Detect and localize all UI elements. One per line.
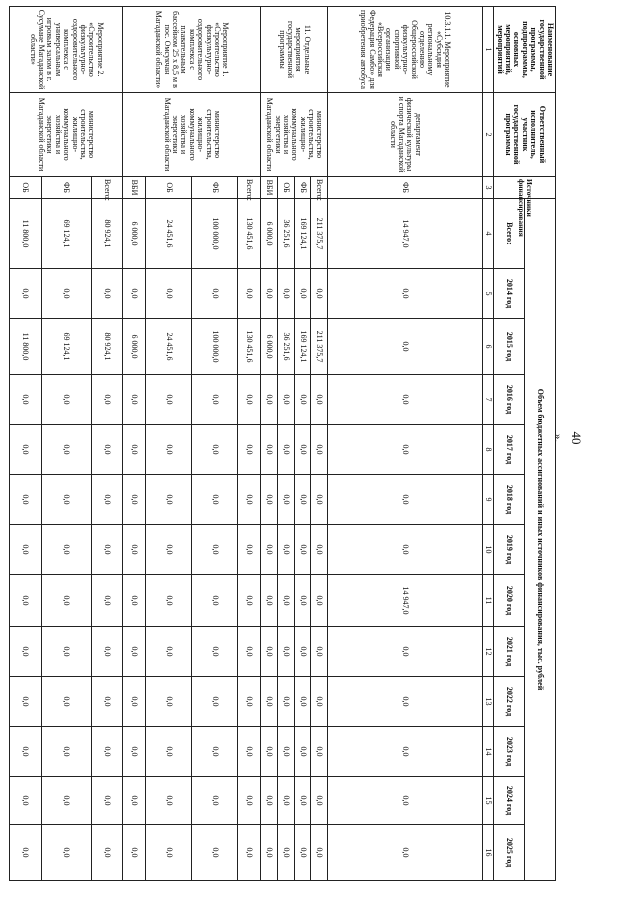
header-year: 2021 год [494, 627, 525, 677]
year-value-cell: 14 947,0 [328, 575, 483, 627]
year-value-cell: 0,0 [146, 269, 192, 319]
year-value-cell: 0,0 [328, 825, 483, 881]
column-number: 16 [482, 825, 493, 881]
source-cell: ФБ [328, 177, 483, 199]
source-cell: Всего: [238, 177, 261, 199]
year-value-cell: 0,0 [91, 475, 122, 525]
year-value-cell: 0,0 [311, 269, 328, 319]
total-cell: 6 000,0 [261, 199, 278, 269]
year-value-cell: 0,0 [311, 677, 328, 727]
source-cell: ОБ [146, 177, 192, 199]
year-value-cell: 0,0 [91, 825, 122, 881]
year-value-cell: 0,0 [41, 777, 91, 825]
year-value-cell: 0,0 [261, 525, 278, 575]
year-value-cell: 0,0 [311, 627, 328, 677]
column-number: 8 [482, 425, 493, 475]
year-value-cell: 6 000,0 [123, 319, 146, 375]
year-value-cell: 0,0 [311, 425, 328, 475]
year-value-cell: 0,0 [10, 627, 41, 677]
year-value-cell: 0,0 [10, 825, 41, 881]
source-cell: ВБИ [261, 177, 278, 199]
program-name: 10.3.1.1. Мероприятие «Субсидия региональному отделению Общероссийской физкультурно-спортивной организации «Всероссийская Федерация Самбо» для приобретения автобуса [328, 7, 483, 93]
year-value-cell: 0,0 [123, 677, 146, 727]
year-value-cell: 0,0 [328, 727, 483, 777]
total-cell: 11 800,0 [10, 199, 41, 269]
year-value-cell: 0,0 [91, 627, 122, 677]
executor-name: департамент физической культуры и спорта Магаданской области [328, 93, 483, 177]
header-year: 2018 год [494, 475, 525, 525]
year-value-cell: 0,0 [294, 575, 311, 627]
year-value-cell: 6 000,0 [261, 319, 278, 375]
year-value-cell: 0,0 [311, 727, 328, 777]
year-value-cell: 0,0 [91, 525, 122, 575]
year-value-cell: 0,0 [294, 727, 311, 777]
year-value-cell: 130 451,6 [238, 319, 261, 375]
header-row-1 [525, 7, 556, 881]
year-value-cell: 211 375,7 [311, 319, 328, 375]
year-value-cell: 0,0 [41, 375, 91, 425]
year-value-cell: 0,0 [123, 575, 146, 627]
year-value-cell: 0,0 [123, 777, 146, 825]
header-year: 2019 год [494, 525, 525, 575]
column-number: 13 [482, 677, 493, 727]
year-value-cell: 0,0 [311, 825, 328, 881]
year-value-cell: 0,0 [123, 727, 146, 777]
year-value-cell: 0,0 [238, 575, 261, 627]
header-year: 2014 год [494, 269, 525, 319]
year-value-cell: 0,0 [41, 825, 91, 881]
executor-name: министерство строительства, жилищно-коммунального хозяйства и энергетики Магаданской области [10, 93, 123, 177]
year-value-cell: 0,0 [192, 825, 238, 881]
year-value-cell: 0,0 [261, 269, 278, 319]
year-value-cell: 0,0 [277, 525, 294, 575]
year-value-cell: 0,0 [277, 375, 294, 425]
header-year: 2016 год [494, 375, 525, 425]
year-value-cell: 0,0 [123, 269, 146, 319]
year-value-cell: 0,0 [277, 269, 294, 319]
year-value-cell: 0,0 [41, 525, 91, 575]
year-value-cell: 0,0 [192, 475, 238, 525]
year-value-cell: 0,0 [123, 825, 146, 881]
year-value-cell: 36 251,6 [277, 319, 294, 375]
year-value-cell: 0,0 [261, 727, 278, 777]
column-number: 11 [482, 575, 493, 627]
total-cell: 24 451,6 [146, 199, 192, 269]
source-cell: Всего: [311, 177, 328, 199]
column-number: 4 [482, 199, 493, 269]
year-value-cell: 0,0 [294, 525, 311, 575]
year-value-cell: 0,0 [123, 627, 146, 677]
program-name: Мероприятие 2. «Строительство физкультурно-оздоровительного комплекса с универсальным игровым залом в г. Сусумане Магаданской области» [10, 7, 123, 93]
year-value-cell: 24 451,6 [146, 319, 192, 375]
year-value-cell: 0,0 [146, 677, 192, 727]
year-value-cell: 0,0 [277, 475, 294, 525]
year-value-cell: 0,0 [294, 627, 311, 677]
year-value-cell: 0,0 [294, 425, 311, 475]
table-row [328, 7, 483, 881]
year-value-cell: 0,0 [10, 269, 41, 319]
year-value-cell: 0,0 [41, 627, 91, 677]
year-value-cell: 0,0 [146, 425, 192, 475]
year-value-cell: 0,0 [91, 375, 122, 425]
year-value-cell: 100 000,0 [192, 319, 238, 375]
header-year: 2020 год [494, 575, 525, 627]
year-value-cell: 11 800,0 [10, 319, 41, 375]
column-number: 10 [482, 525, 493, 575]
year-value-cell: 0,0 [123, 525, 146, 575]
year-value-cell: 0,0 [238, 269, 261, 319]
total-cell: 69 124,1 [41, 199, 91, 269]
year-value-cell: 0,0 [192, 727, 238, 777]
year-value-cell: 0,0 [10, 727, 41, 777]
column-number: 6 [482, 319, 493, 375]
year-value-cell: 0,0 [294, 475, 311, 525]
column-number: 2 [482, 93, 493, 177]
year-value-cell: 0,0 [10, 575, 41, 627]
year-value-cell: 69 124,1 [41, 319, 91, 375]
year-value-cell: 0,0 [311, 575, 328, 627]
year-value-cell: 0,0 [91, 269, 122, 319]
year-value-cell: 0,0 [238, 677, 261, 727]
year-value-cell: 0,0 [192, 269, 238, 319]
table-row [311, 7, 328, 881]
column-number: 7 [482, 375, 493, 425]
year-value-cell: 0,0 [123, 375, 146, 425]
header-total: Всего: [494, 199, 525, 269]
year-value-cell: 0,0 [238, 727, 261, 777]
total-cell: 14 947,0 [328, 199, 483, 269]
source-cell: ОБ [277, 177, 294, 199]
year-value-cell: 0,0 [10, 375, 41, 425]
column-number: 14 [482, 727, 493, 777]
financing-table [9, 6, 556, 881]
year-value-cell: 0,0 [41, 425, 91, 475]
year-value-cell: 0,0 [311, 777, 328, 825]
year-value-cell: 0,0 [261, 425, 278, 475]
column-number: 9 [482, 475, 493, 525]
year-value-cell: 0,0 [91, 777, 122, 825]
executor-name: министерство строительства, жилищно-коммунального хозяйства и энергетики Магаданской области [261, 93, 328, 177]
column-number: 1 [482, 7, 493, 93]
year-value-cell: 0,0 [146, 475, 192, 525]
year-value-cell: 0,0 [328, 677, 483, 727]
column-number: 3 [482, 177, 493, 199]
year-value-cell: 0,0 [91, 425, 122, 475]
year-value-cell: 0,0 [146, 525, 192, 575]
total-cell: 6 000,0 [123, 199, 146, 269]
year-value-cell: 0,0 [277, 677, 294, 727]
year-value-cell: 0,0 [10, 425, 41, 475]
source-cell: ОБ [10, 177, 41, 199]
header-executor: Ответственный исполнитель, участник государственной программы [494, 93, 556, 177]
year-value-cell: 0,0 [10, 475, 41, 525]
program-name: 11. Отдельные мероприятия государственной программы [261, 7, 328, 93]
total-cell: 211 375,7 [311, 199, 328, 269]
year-value-cell: 0,0 [238, 777, 261, 825]
year-value-cell: 0,0 [192, 525, 238, 575]
year-value-cell: 0,0 [238, 825, 261, 881]
year-value-cell: 0,0 [277, 575, 294, 627]
header-year: 2015 год [494, 319, 525, 375]
year-value-cell: 0,0 [123, 475, 146, 525]
year-value-cell: 0,0 [238, 525, 261, 575]
year-value-cell: 0,0 [10, 677, 41, 727]
year-value-cell: 0,0 [294, 269, 311, 319]
year-value-cell: 0,0 [91, 677, 122, 727]
year-value-cell: 0,0 [277, 777, 294, 825]
year-value-cell: 0,0 [192, 425, 238, 475]
year-value-cell: 0,0 [277, 425, 294, 475]
source-cell: ФБ [41, 177, 91, 199]
header-year: 2023 год [494, 727, 525, 777]
year-value-cell: 0,0 [123, 425, 146, 475]
header-year: 2025 год [494, 825, 525, 881]
year-value-cell: 0,0 [294, 677, 311, 727]
source-cell: ВБИ [123, 177, 146, 199]
year-value-cell: 0,0 [328, 269, 483, 319]
year-value-cell: 0,0 [192, 677, 238, 727]
year-value-cell: 0,0 [41, 677, 91, 727]
year-value-cell: 80 924,1 [91, 319, 122, 375]
header-source: Источники финансирования [494, 177, 556, 199]
table-row [91, 7, 122, 881]
header-year: 2024 год [494, 777, 525, 825]
year-value-cell: 0,0 [277, 727, 294, 777]
closing-mark: ». [552, 433, 564, 443]
source-cell: ФБ [192, 177, 238, 199]
column-number-row [482, 7, 493, 881]
source-cell: Всего: [91, 177, 122, 199]
year-value-cell: 0,0 [238, 375, 261, 425]
total-cell: 130 451,6 [238, 199, 261, 269]
year-value-cell: 0,0 [261, 575, 278, 627]
column-number: 15 [482, 777, 493, 825]
total-cell: 100 000,0 [192, 199, 238, 269]
header-year: 2022 год [494, 677, 525, 727]
total-cell: 169 124,1 [294, 199, 311, 269]
year-value-cell: 0,0 [294, 777, 311, 825]
year-value-cell: 0,0 [328, 475, 483, 525]
year-value-cell: 0,0 [294, 375, 311, 425]
year-value-cell: 0,0 [91, 575, 122, 627]
year-value-cell: 0,0 [261, 677, 278, 727]
year-value-cell: 0,0 [261, 475, 278, 525]
header-name: Наименование государственной программы, подпрограммы, основных мероприятий, мероприятий [494, 7, 556, 93]
year-value-cell: 0,0 [328, 375, 483, 425]
table-row [238, 7, 261, 881]
source-cell: ФБ [294, 177, 311, 199]
year-value-cell: 0,0 [146, 575, 192, 627]
year-value-cell: 0,0 [294, 825, 311, 881]
page-number: 40 [569, 431, 584, 445]
year-value-cell: 0,0 [277, 627, 294, 677]
year-value-cell: 0,0 [311, 525, 328, 575]
year-value-cell: 0,0 [146, 825, 192, 881]
year-value-cell: 0,0 [192, 575, 238, 627]
year-value-cell: 0,0 [311, 475, 328, 525]
year-value-cell: 0,0 [261, 627, 278, 677]
year-value-cell: 0,0 [277, 825, 294, 881]
program-name: Мероприятие 1. «Строительство физкультурно-оздоровительного комплекса с плавательным бассейном 25 х 8,5 м в пос. Омсукчан Магаданской области» [123, 7, 261, 93]
year-value-cell: 0,0 [311, 375, 328, 425]
year-value-cell: 0,0 [192, 627, 238, 677]
column-number: 5 [482, 269, 493, 319]
year-value-cell: 0,0 [41, 727, 91, 777]
year-value-cell: 0,0 [91, 727, 122, 777]
year-value-cell: 0,0 [238, 475, 261, 525]
year-value-cell: 0,0 [261, 375, 278, 425]
year-value-cell: 0,0 [41, 575, 91, 627]
executor-name: министерство строительства, жилищно-коммунального хозяйства и энергетики Магаданской области [123, 93, 261, 177]
year-value-cell: 0,0 [146, 727, 192, 777]
year-value-cell: 0,0 [261, 825, 278, 881]
year-value-cell: 0,0 [146, 627, 192, 677]
year-value-cell: 0,0 [261, 777, 278, 825]
year-value-cell: 0,0 [238, 425, 261, 475]
year-value-cell: 0,0 [328, 777, 483, 825]
year-value-cell: 0,0 [328, 627, 483, 677]
header-group: Объем бюджетных ассигнований и иных источников финансирования, тыс. рублей [525, 199, 556, 881]
column-number: 12 [482, 627, 493, 677]
year-value-cell: 0,0 [192, 375, 238, 425]
year-value-cell: 0,0 [192, 777, 238, 825]
year-value-cell: 0,0 [41, 475, 91, 525]
year-value-cell: 0,0 [328, 425, 483, 475]
year-value-cell: 0,0 [10, 525, 41, 575]
year-value-cell: 0,0 [146, 777, 192, 825]
total-cell: 80 924,1 [91, 199, 122, 269]
year-value-cell: 0,0 [146, 375, 192, 425]
total-cell: 36 251,6 [277, 199, 294, 269]
header-year: 2017 год [494, 425, 525, 475]
year-value-cell: 0,0 [10, 777, 41, 825]
year-value-cell: 0,0 [328, 319, 483, 375]
year-value-cell: 0,0 [328, 525, 483, 575]
year-value-cell: 0,0 [41, 269, 91, 319]
year-value-cell: 0,0 [238, 627, 261, 677]
rotated-table-container [21, 6, 556, 880]
year-value-cell: 169 124,1 [294, 319, 311, 375]
